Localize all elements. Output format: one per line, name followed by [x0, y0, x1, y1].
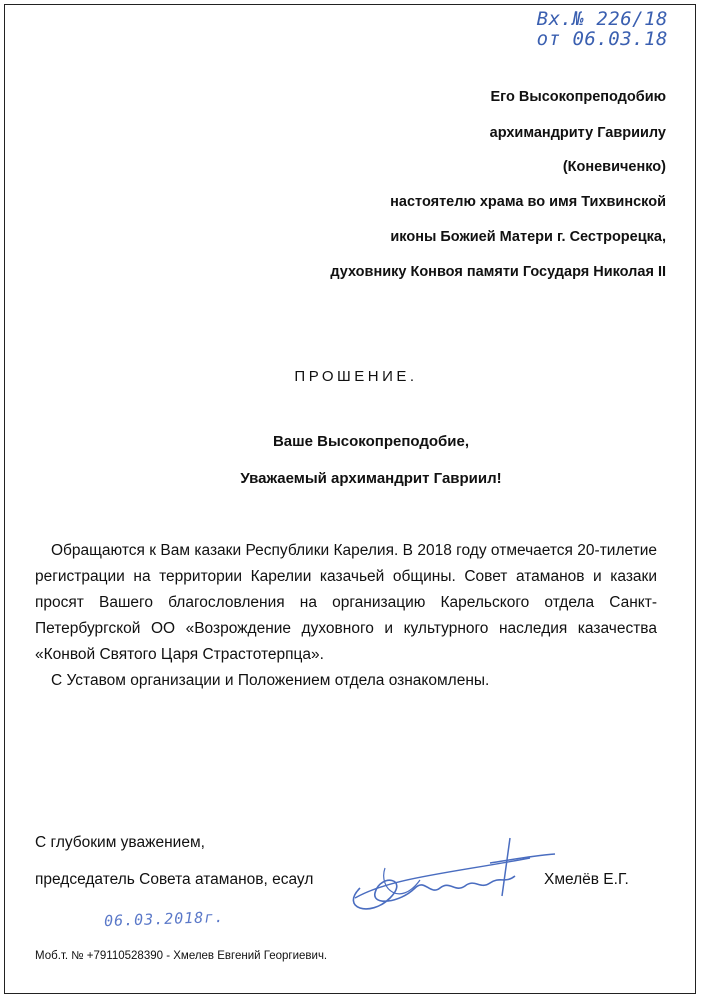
addressee-line: Его Высокопреподобию: [490, 89, 666, 105]
addressee-line: иконы Божией Матери г. Сестрорецка,: [390, 229, 666, 245]
incoming-stamp-number: Вх.№ 226/18: [536, 8, 668, 30]
document-title: ПРОШЕНИЕ.: [294, 368, 418, 385]
handwritten-signature: [330, 818, 560, 918]
body-paragraph-2: С Уставом организации и Положением отдела ознакомлены.: [51, 672, 490, 689]
greeting-line-2: Уважаемый архимандрит Гавриил!: [240, 470, 502, 487]
signer-name: Хмелёв Е.Г.: [544, 871, 629, 888]
letter-body: [35, 538, 657, 694]
addressee-line: духовнику Конвоя памяти Государя Николая II: [330, 264, 666, 280]
addressee-line: (Коневиченко): [562, 159, 666, 175]
closing-regards: С глубоким уважением,: [35, 834, 205, 851]
incoming-stamp-date: от 06.03.18: [536, 28, 668, 50]
signer-position: председатель Совета атаманов, есаул: [35, 871, 314, 888]
greeting-line-1: Ваше Высокопреподобие,: [272, 433, 470, 450]
addressee-line: настоятелю храма во имя Тихвинской: [390, 194, 666, 210]
contact-footer: Моб.т. № +79110528390 - Хмелев Евгений Георгиевич.: [35, 950, 328, 962]
body-paragraph-1: Обращаются к Вам казаки Республики Карелия. В 2018 году отмечается 20-тилетие регистрации на территории Карелии казачьей общины. Совет атаманов и казаки просят Вашего благословления на организацию Карельского отдела Санкт-Петербургской ОО «Возрождение духовного и культурного наследия казачества «Конвой Святого Царя Страстотерпца».: [35, 542, 657, 663]
handwritten-date: 06.03.2018г.: [103, 907, 225, 931]
addressee-line: архимандриту Гавриилу: [489, 125, 666, 141]
